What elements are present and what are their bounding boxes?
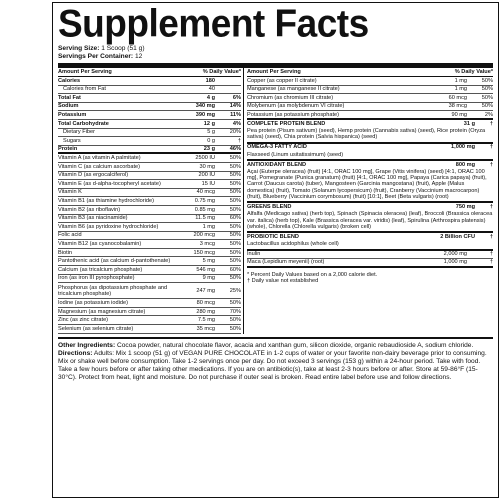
nutrient-dv: 50% xyxy=(229,325,241,332)
other-ingredients-text: Cocoa powder, natural chocolate flavor, acacia and xanthan gum, silicon dioxide, organic rebaudioside A, sodium chloride. xyxy=(117,341,474,349)
nutrient-amount: 23 g xyxy=(203,145,215,152)
serving-size-value: 1 Scoop (51 g) xyxy=(101,45,145,52)
nutrient-row xyxy=(58,189,241,198)
blend-dv: † xyxy=(489,120,493,127)
nutrient-name: Protein xyxy=(58,145,78,152)
nutrient-name: Potassium xyxy=(58,112,87,119)
right-header xyxy=(247,68,493,77)
nutrient-row xyxy=(58,223,241,232)
nutrient-dv: 25% xyxy=(229,287,241,294)
nutrient-name: Vitamin B2 (as riboflavin) xyxy=(58,206,121,213)
nutrient-amount: 1 mg xyxy=(454,77,467,84)
right-column xyxy=(247,68,493,334)
nutrient-dv: 70% xyxy=(229,308,241,315)
nutrient-name: Folic acid xyxy=(58,232,82,239)
nutrient-row xyxy=(58,206,241,215)
left-column xyxy=(58,68,241,334)
nutrient-name: Calories xyxy=(58,77,81,84)
directions-text: Adults: Mix 1 scoop (51 g) of VEGAN PURE CHOCOLATE in 1-2 cups of water or your favorite non-dairy beverage prior to consuming. Mix or shake well before consumption. Take 1-2 servings once per day. Do not exceed 3 servings (153 g) within a 24-hour period. Take with food. Take a few hours before or after taking other medications. If you are on antibiotic(s), take at least 2-3 hours before or after. Store at 59-86°F (15-30°C). Protect from heat, light and moisture. Do not purchase if outer seal is broken. Read entire label before use and follow directions. xyxy=(58,349,487,382)
nutrient-amount: 60 mcg xyxy=(448,94,467,101)
nutrient-dv: 50% xyxy=(229,189,241,196)
blend-name: OMEGA-3 FATTY ACID xyxy=(247,144,307,151)
nutrient-dv: 50% xyxy=(229,206,241,213)
nutrient-row xyxy=(247,77,493,86)
nutrient-name: Maca (Lepidium meyenii) (root) xyxy=(247,259,325,266)
nutrient-amount: 280 mg xyxy=(196,308,215,315)
nutrient-dv: 11% xyxy=(230,112,241,119)
nutrient-row xyxy=(58,257,241,266)
nutrient-row xyxy=(247,259,493,268)
nutrient-dv: † xyxy=(489,251,493,258)
nutrient-dv: 50% xyxy=(229,299,241,306)
directions-label: Directions: xyxy=(58,349,93,357)
other-ingredients-label: Other Ingredients: xyxy=(58,341,116,349)
nutrient-amount: 200 IU xyxy=(198,172,215,179)
nutrient-row xyxy=(58,299,241,308)
nutrient-amount: 7.5 mg xyxy=(197,317,215,324)
nutrient-name: Iodine (as potassium iodide) xyxy=(58,299,128,306)
nutrient-amount: 2,000 mg xyxy=(443,251,467,258)
blend-amount: 2 Billion CFU xyxy=(440,234,475,241)
nutrient-name: Vitamin B1 (as thiamine hydrochloride) xyxy=(58,198,154,204)
nutrient-row xyxy=(58,180,241,189)
nutrient-row xyxy=(58,215,241,224)
nutrient-dv: 50% xyxy=(481,86,493,93)
blend-section xyxy=(247,161,493,203)
nutrient-name: Vitamin B6 (as pyridoxine hydrochloride) xyxy=(58,223,159,230)
nutrient-name: Total Fat xyxy=(58,94,81,101)
nutrient-name: Manganese (as manganese II citrate) xyxy=(247,86,340,93)
nutrient-row xyxy=(58,172,241,181)
nutrient-name: Selenium (as selenium citrate) xyxy=(58,325,134,332)
blend-header xyxy=(247,161,493,169)
blend-section xyxy=(247,120,493,144)
bottom-text xyxy=(58,337,493,383)
servings-label: Servings Per Container: xyxy=(58,53,134,60)
nutrient-row xyxy=(58,266,241,275)
nutrient-amount: 4 g xyxy=(206,94,215,101)
nutrient-dv: 50% xyxy=(229,232,241,239)
nutrient-amount: 180 xyxy=(205,77,215,84)
blend-section xyxy=(247,144,493,161)
nutrient-amount: 546 mg xyxy=(196,266,215,273)
nutrient-amount: 12 g xyxy=(203,120,215,127)
nutrient-name: Copper (as copper II citrate) xyxy=(247,77,317,84)
nutrient-dv: 60% xyxy=(229,215,241,222)
nutrient-name: Dietary Fiber xyxy=(63,129,96,136)
nutrient-row xyxy=(58,249,241,258)
nutrient-dv: † xyxy=(489,259,493,266)
nutrient-amount: 1 mg xyxy=(454,86,467,93)
left-header-dv: % Daily Value* xyxy=(202,69,241,75)
blend-ingredients: Alfalfa (Medicago sativa) (herb top), Spinach (Spinacia oleracea) (leaf), Broccoli (Brassica oleracea var. italica) (herb top), Kale (Brassica oleracea var. viridis) (leaf), Spirulina (Arthrospira platensis) (whole), Chlorella (Chlorella vulgaris) (broken cell) xyxy=(247,211,493,230)
nutrient-dv: † xyxy=(237,137,241,144)
nutrient-dv: 50% xyxy=(229,198,241,204)
nutrient-row xyxy=(58,77,241,86)
nutrient-dv: 50% xyxy=(229,258,241,265)
blend-amount: 31 g xyxy=(463,120,475,127)
nutrient-name: Vitamin E (as d-alpha-tocopheryl acetate) xyxy=(58,180,161,187)
nutrient-dv: 46% xyxy=(229,145,241,152)
nutrient-amount: 200 mcg xyxy=(193,232,215,239)
nutrient-row xyxy=(58,316,241,325)
blend-header xyxy=(247,120,493,128)
nutrient-amount: 150 mcg xyxy=(193,249,215,256)
blend-section xyxy=(247,233,493,250)
nutrient-name: Inulin xyxy=(247,251,261,258)
column-divider xyxy=(243,68,244,334)
nutrient-row xyxy=(58,94,241,103)
left-header xyxy=(58,68,241,77)
blend-header xyxy=(247,233,493,241)
nutrient-amount: 9 mg xyxy=(202,275,215,282)
nutrient-dv: 50% xyxy=(229,163,241,170)
nutrient-dv: 50% xyxy=(229,275,241,282)
nutrient-row xyxy=(58,240,241,249)
nutrient-name: Chromium (as chromium III citrate) xyxy=(247,94,334,101)
nutrient-amount: 5 mg xyxy=(202,258,215,265)
nutrient-dv: 50% xyxy=(229,155,241,162)
nutrient-row xyxy=(58,146,241,155)
nutrient-row xyxy=(247,86,493,95)
blend-header xyxy=(247,144,493,152)
nutrient-dv: 50% xyxy=(229,180,241,187)
nutrient-row xyxy=(58,232,241,241)
nutrient-dv: 50% xyxy=(229,172,241,179)
nutrient-dv: 50% xyxy=(229,317,241,324)
blend-amount: 800 mg xyxy=(455,161,475,168)
nutrient-amount: 1 mg xyxy=(202,223,215,230)
nutrient-row xyxy=(247,111,493,120)
extra-rows xyxy=(247,251,493,268)
blend-name: PROBIOTIC BLEND xyxy=(247,234,299,241)
panel-title: Supplement Facts xyxy=(58,1,369,45)
blend-header xyxy=(247,203,493,211)
right-rows xyxy=(247,77,493,120)
nutrient-row xyxy=(247,94,493,103)
blend-dv: † xyxy=(489,144,493,151)
nutrient-name: Vitamin K xyxy=(58,189,82,196)
nutrient-row xyxy=(247,251,493,260)
nutrient-amount: 390 mg xyxy=(195,112,215,119)
nutrient-row xyxy=(58,103,241,112)
nutrient-dv: 50% xyxy=(481,94,493,101)
other-ingredients xyxy=(58,342,493,350)
blends xyxy=(247,120,493,251)
nutrient-dv: 50% xyxy=(481,77,493,84)
nutrient-amount: 35 mcg xyxy=(196,325,215,332)
nutrient-row xyxy=(58,275,241,284)
nutrient-name: Vitamin D (as ergocalciferol) xyxy=(58,172,129,179)
nutrient-amount: 5 g xyxy=(207,129,215,136)
blend-name: ANTIOXIDANT BLEND xyxy=(247,161,307,168)
nutrient-row xyxy=(58,120,241,129)
nutrient-dv: 4% xyxy=(232,120,241,127)
nutrient-row xyxy=(58,137,241,146)
serving-size-label: Serving Size: xyxy=(58,45,100,52)
footnote-dagger: † Daily value not established xyxy=(247,278,319,285)
nutrient-row xyxy=(58,308,241,317)
nutrient-name: Pantothenic acid (as calcium d-pantothenate) xyxy=(58,258,171,265)
blend-amount: 1,000 mg xyxy=(451,144,475,151)
directions xyxy=(58,350,493,383)
nutrient-amount: 38 mcg xyxy=(448,103,467,110)
nutrient-name: Zinc (as zinc citrate) xyxy=(58,317,109,324)
nutrient-row xyxy=(58,163,241,172)
nutrient-row xyxy=(58,154,241,163)
blend-dv: † xyxy=(489,161,493,168)
nutrient-name: Vitamin B12 (as cyanocobalamin) xyxy=(58,240,142,247)
nutrient-amount: 1,000 mg xyxy=(443,259,467,266)
nutrient-amount: 80 mcg xyxy=(196,299,215,306)
nutrient-dv: 20% xyxy=(229,129,241,136)
nutrient-row xyxy=(58,325,241,334)
servings-value: 12 xyxy=(134,53,143,60)
nutrient-amount: 247 mg xyxy=(196,287,215,294)
blend-ingredients: Pea protein (Pisum sativum) (seed), Hemp protein (Cannabis sativa) (seed), Rice protein (Oryza sativa) (seed), Chia protein (Salvia hispanica) (seed) xyxy=(247,127,486,141)
blend-amount: 750 mg xyxy=(455,204,475,211)
blend-name: COMPLETE PROTEIN BLEND xyxy=(247,120,326,127)
blend-dv: † xyxy=(489,204,493,211)
blend-ingredients: Lactobacillus acidophilus (whole cell) xyxy=(247,241,339,248)
left-header-amount: Amount Per Serving xyxy=(58,69,112,75)
blend-name: GREENS BLEND xyxy=(247,204,292,211)
nutrient-name: Phosphorus (as dipotassium phosphate and tricalcium phosphate) xyxy=(58,284,168,297)
nutrient-dv: 50% xyxy=(229,240,241,247)
nutrient-name: Vitamin B3 (as niacinamide) xyxy=(58,215,128,222)
blend-dv: † xyxy=(489,234,493,241)
nutrient-name: Sodium xyxy=(58,103,79,110)
nutrient-amount: 0.75 mg xyxy=(194,198,215,204)
nutrient-amount: 340 mg xyxy=(195,103,215,110)
nutrient-amount: 15 IU xyxy=(201,180,215,187)
nutrient-dv: 6% xyxy=(232,94,241,101)
blend-ingredients: Flaxseed (Linum usitatissimum) (seed) xyxy=(247,151,344,158)
nutrient-dv: 50% xyxy=(229,223,241,230)
nutrient-row xyxy=(58,129,241,138)
nutrient-name: Molybenum (as molybdenum VI citrate) xyxy=(247,103,345,110)
nutrient-name: Vitamin C (as calcium ascorbate) xyxy=(58,163,140,170)
nutrient-dv: 50% xyxy=(229,249,241,256)
nutrient-name: Potassium (as potassium phosphate) xyxy=(247,111,340,118)
blend-section xyxy=(247,203,493,233)
nutrient-amount: 40 xyxy=(208,86,215,93)
left-rows xyxy=(58,77,241,334)
serving-size xyxy=(58,45,493,53)
nutrient-name: Sugars xyxy=(63,137,81,144)
nutrient-amount: 0.85 mg xyxy=(194,206,215,213)
nutrient-dv: 14% xyxy=(229,103,241,110)
footnote-percent-dv: * Percent Daily Values based on a 2,000 calorie diet. xyxy=(247,271,378,278)
nutrient-row xyxy=(58,197,241,206)
nutrient-dv: 2% xyxy=(484,111,493,118)
right-header-amount: Amount Per Serving xyxy=(247,69,301,75)
nutrient-amount: 11.5 mg xyxy=(195,215,215,222)
nutrient-name: Calories from Fat xyxy=(63,86,106,93)
nutrient-amount: 90 mg xyxy=(451,111,467,118)
nutrient-dv: 60% xyxy=(229,266,241,273)
nutrient-name: Vitamin A (as vitamin A palmitate) xyxy=(58,155,141,162)
nutrient-name: Total Carbohydrate xyxy=(58,120,109,127)
blend-ingredients: Açai (Euterpe oleracea) (fruit) [4:1, ORAC 100 mg], Grape (Vitis vinifera) (seed) [4:1, ORAC 100 mg], Pomegranate (Punica granatum) (fruit) [4:1, ORAC 100 mg], Papaya (Carica papaya) (fruit), Carrot (Daucus carota) (tuber), Mangosteen (Garcinia mangostana) (fruit), Apple (Malus domestica) (fruit), Tomato (Solanum lycopersicum) (fruit), Cranberry (Vaccinium macrocarpon) (fruit), Blueberry (Vaccinium corymbosum) (fruit) [10:1], Beet (Beta vulgaris) (root) xyxy=(247,168,487,201)
nutrient-amount: 30 mg xyxy=(199,163,215,170)
nutrient-name: Calcium (as tricalcium phosphate) xyxy=(58,266,143,273)
footnotes xyxy=(247,268,493,285)
nutrient-amount: 3 mcg xyxy=(199,240,215,247)
nutrient-row xyxy=(58,283,241,299)
nutrient-row xyxy=(58,86,241,95)
nutrient-row xyxy=(247,103,493,112)
nutrient-name: Iron (as iron III pyrophosphate) xyxy=(58,275,135,282)
nutrient-dv: 50% xyxy=(481,103,493,110)
supplement-facts-panel xyxy=(52,2,499,498)
facts-columns xyxy=(58,68,493,334)
right-header-dv: % Daily Value* xyxy=(454,69,493,75)
nutrient-row xyxy=(58,111,241,120)
nutrient-name: Magnesium (as magnesium citrate) xyxy=(58,308,146,315)
nutrient-amount: 2500 IU xyxy=(195,155,215,162)
nutrient-name: Biotin xyxy=(58,249,72,256)
servings-per-container xyxy=(58,53,493,61)
nutrient-amount: 40 mcg xyxy=(196,189,215,196)
nutrient-amount: 0 g xyxy=(207,137,215,144)
